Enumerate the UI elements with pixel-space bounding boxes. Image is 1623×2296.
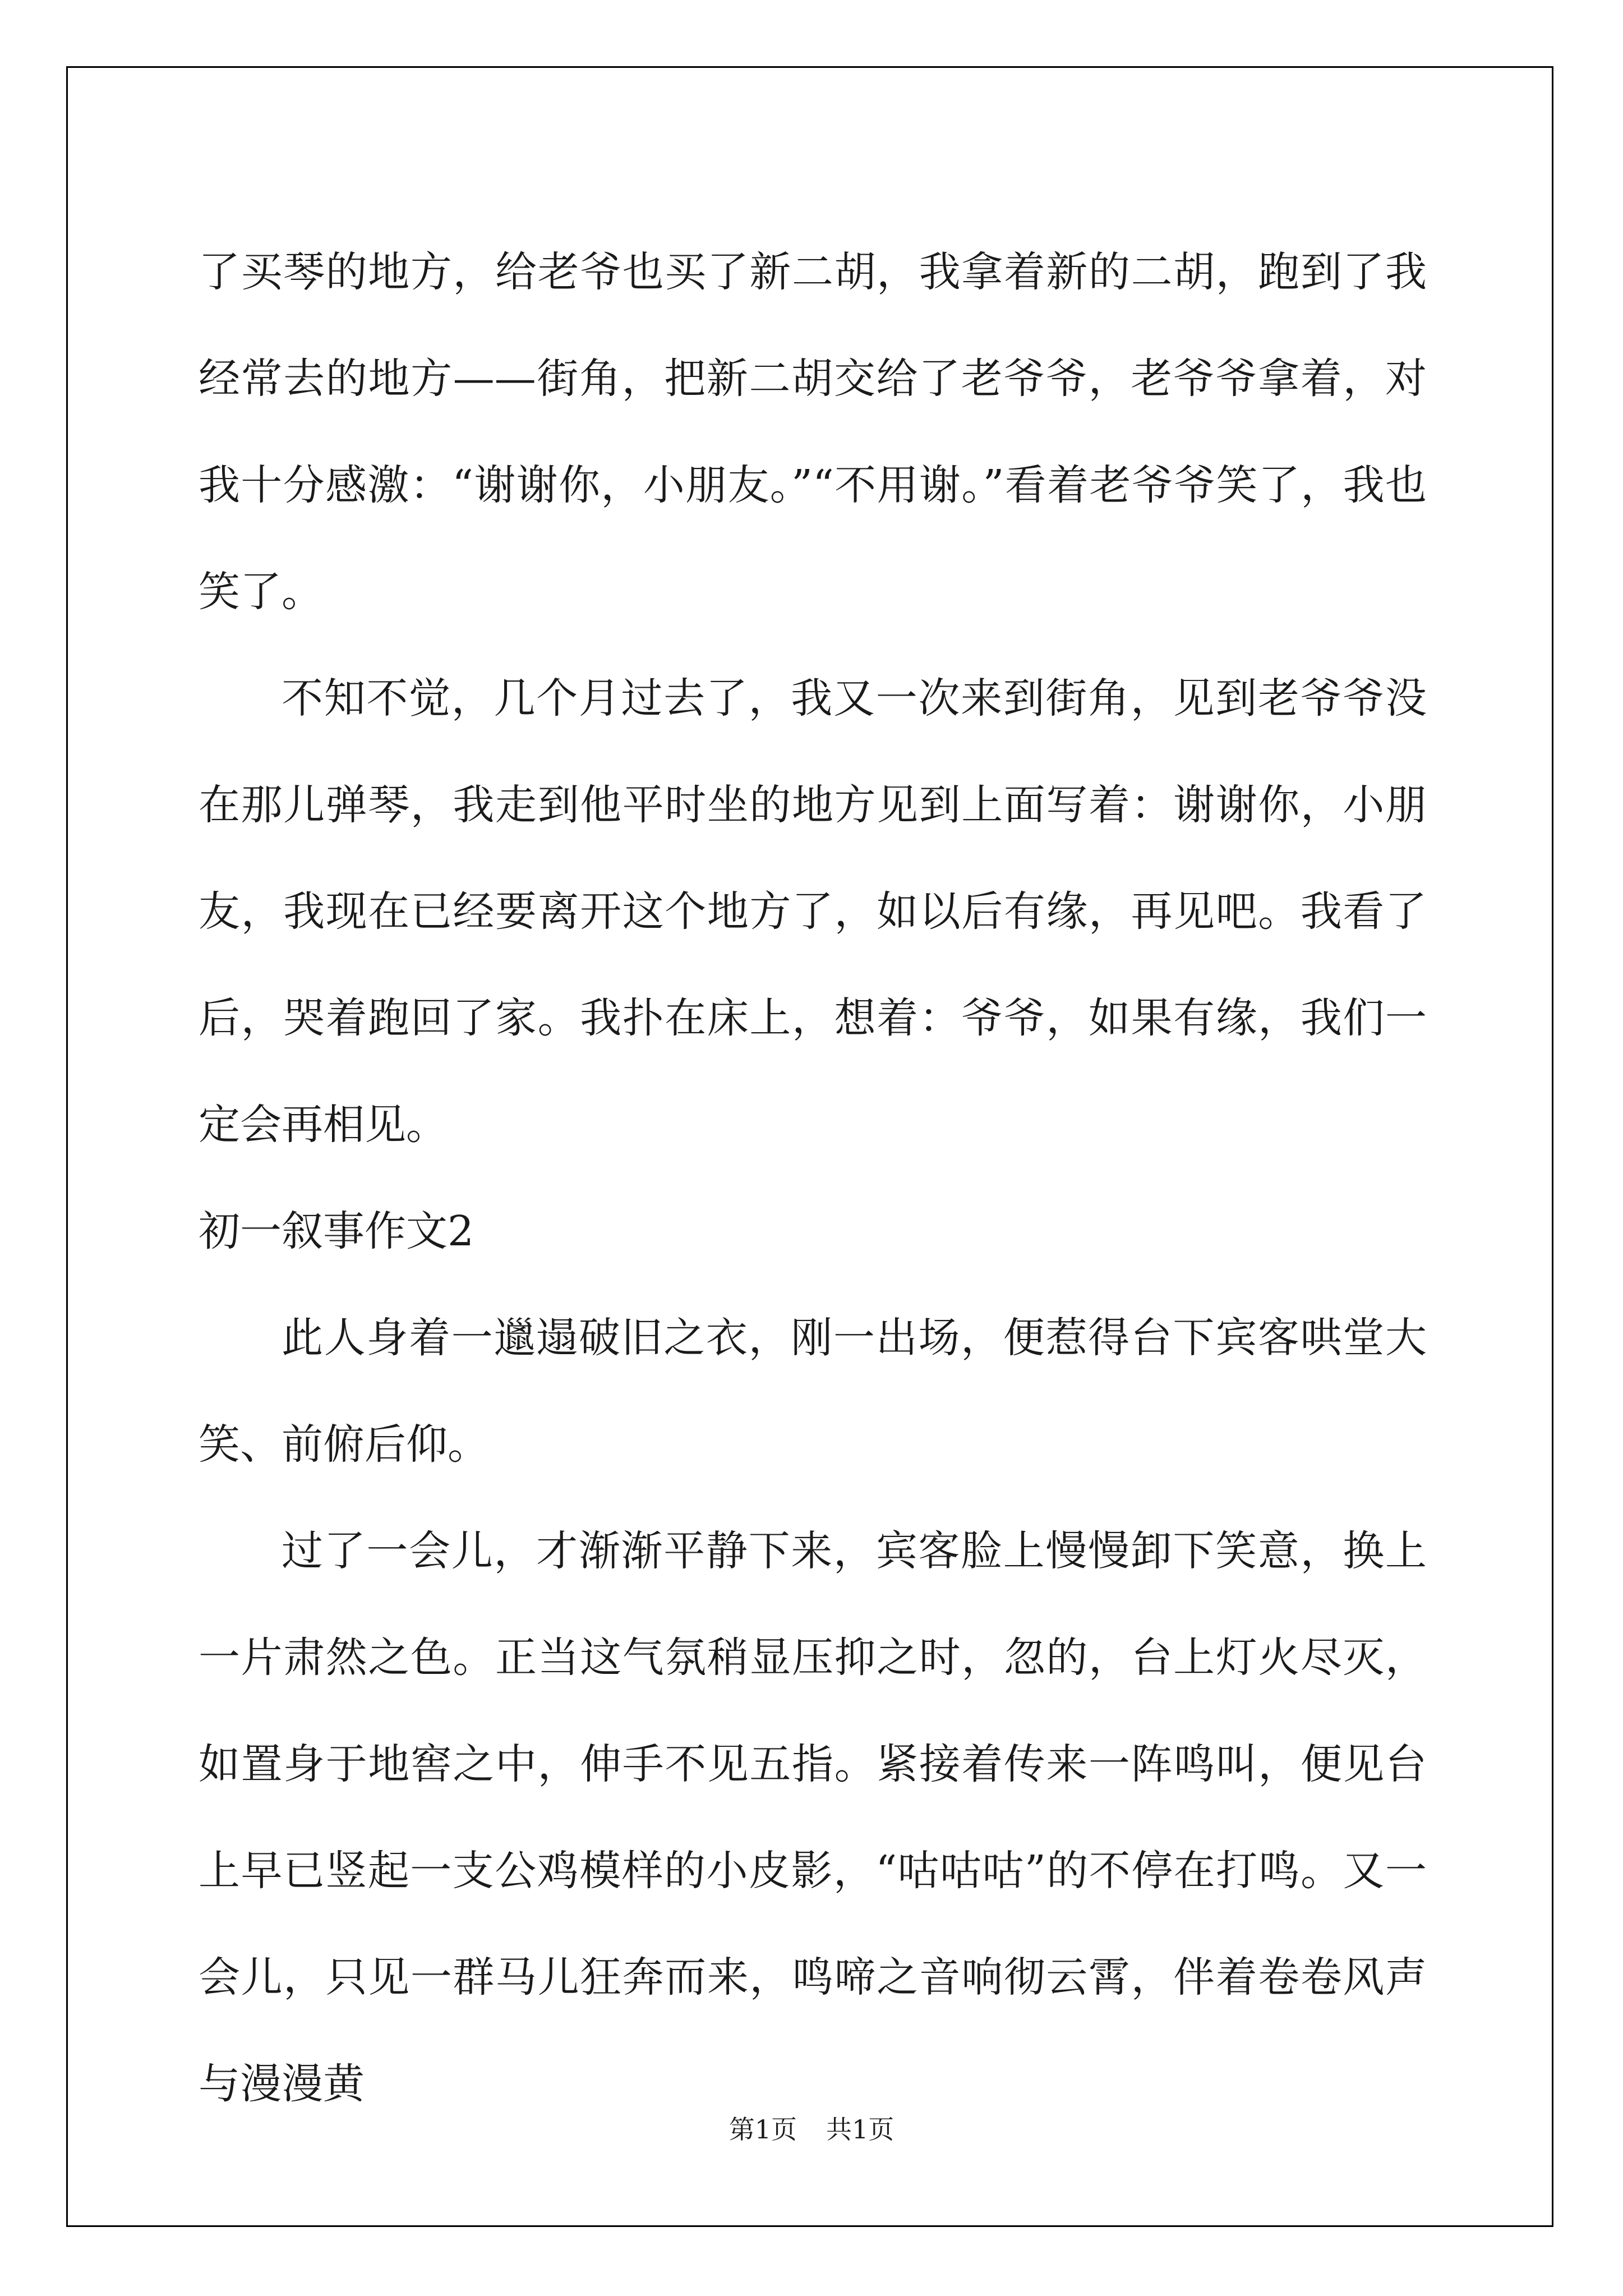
paragraph: 了买琴的地方，给老爷也买了新二胡，我拿着新的二胡，跑到了我经常去的地方——街角，把新二胡交给了老爷爷，老爷爷拿着，对我十分感激：“谢谢你，小朋友。”“不用谢。”看着老爷爷笑了，我也笑了。 [199,248,1427,616]
paragraph: 不知不觉，几个月过去了，我又一次来到街角，见到老爷爷没在那儿弹琴，我走到他平时坐的地方见到上面写着：谢谢你，小朋友，我现在已经要离开这个地方了，如以后有缘，再见吧。我看了后，哭着跑回了家。我扑在床上，想着：爷爷，如果有缘，我们一定会再相见。 [199,674,1427,1149]
page-total: 共1页 [826,2114,895,2145]
section-heading: 初一叙事作文2 [199,1207,474,1255]
paragraph: 此人身着一邋遢破旧之衣，刚一出场，便惹得台下宾客哄堂大笑、前俯后仰。 [199,1314,1427,1469]
paragraph: 过了一会儿，才渐渐平静下来，宾客脸上慢慢卸下笑意，换上一片肃然之色。正当这气氛稍显压抑之时，忽的，台上灯火尽灭，如置身于地窖之中，伸手不见五指。紧接着传来一阵鸣叫，便见台上早已竖起一支公鸡模样的小皮影，“咕咕咕”的不停在打鸣。又一会儿，只见一群马儿狂奔而来，鸣啼之音响彻云霄，伴着卷卷风声与漫漫黄 [199,1527,1427,2108]
page-footer [0,2109,1623,2146]
page-number: 第1页 [728,2114,797,2145]
document-body [199,219,1427,2137]
